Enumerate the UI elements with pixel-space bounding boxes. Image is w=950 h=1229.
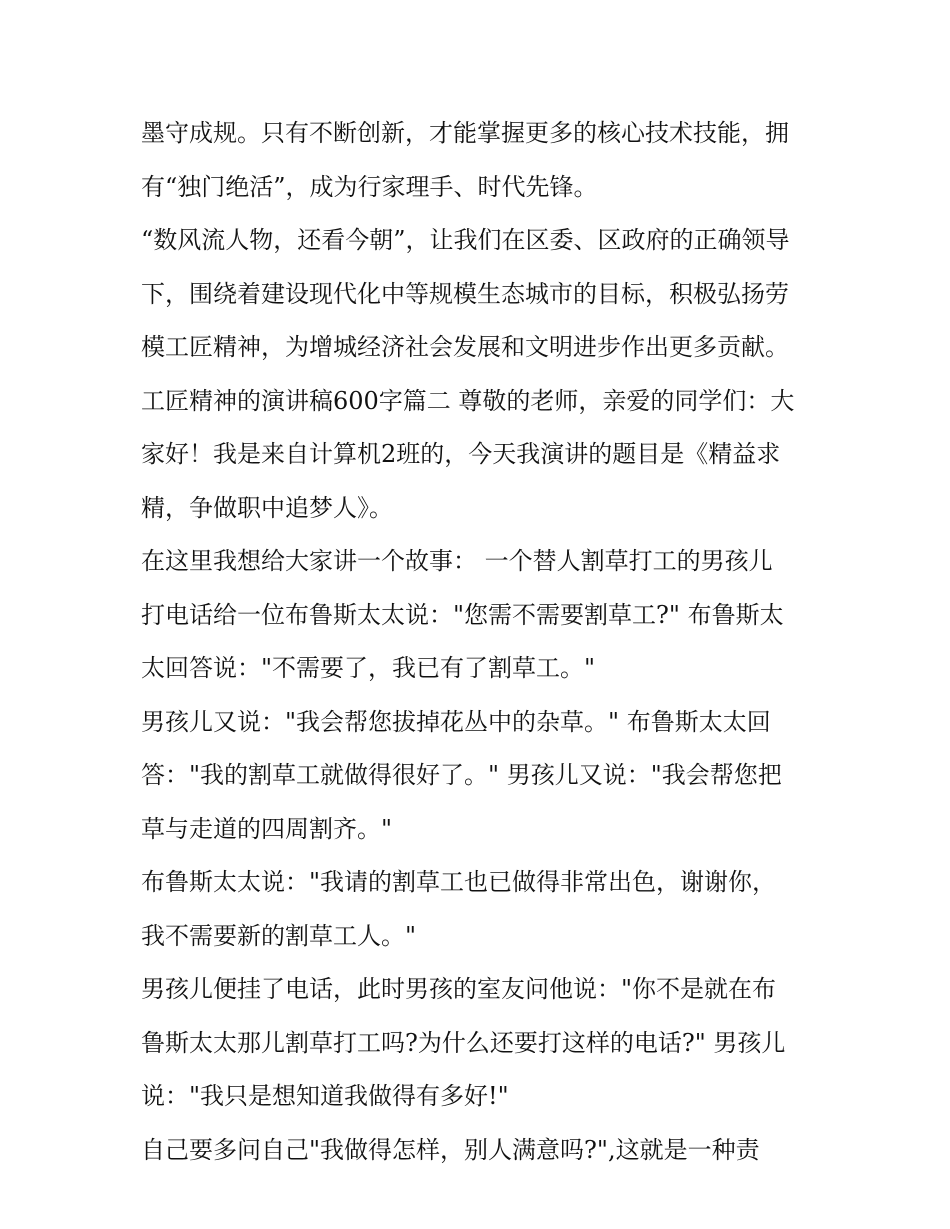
text-line: 男孩儿便挂了电话，此时男孩的室友问他说："你不是就在布: [141, 975, 777, 1003]
text-line: 鲁斯太太那儿割草打工吗?为什么还要打这样的电话?" 男孩儿: [141, 1028, 786, 1057]
text-line: 草与走道的四周割齐。": [141, 814, 393, 843]
text-line: 自己要多问自己"我做得怎样，别人满意吗?",这就是一种责: [141, 1135, 760, 1164]
text-line: 模工匠精神，为增城经济社会发展和文明进步作出更多贡献。: [141, 333, 789, 361]
text-line: 布鲁斯太太说："我请的割草工也已做得非常出色，谢谢你，: [141, 868, 777, 896]
text-line: 墨守成规。只有不断创新，才能掌握更多的核心技术技能，拥: [141, 119, 789, 147]
text-line: 下，围绕着建设现代化中等规模生态城市的目标，积极弘扬劳: [141, 279, 789, 308]
text-line: 精，争做职中追梦人》。: [141, 493, 393, 522]
text-line: 有“独门绝活”，成为行家理手、时代先锋。: [141, 172, 598, 201]
text-line: 答："我的割草工就做得很好了。" 男孩儿又说："我会帮您把: [141, 761, 782, 789]
text-line: 太回答说："不需要了，我已有了割草工。": [141, 654, 596, 682]
text-line: 在这里我想给大家讲一个故事： 一个替人割草打工的男孩儿: [141, 547, 773, 575]
text-line: “数风流人物，还看今朝”，让我们在区委、区政府的正确领导: [141, 226, 790, 254]
text-line: 家好！我是来自计算机2班的，今天我演讲的题目是《精益求: [141, 440, 781, 468]
text-line: 打电话给一位布鲁斯太太说："您需不需要割草工?" 布鲁斯太: [141, 600, 784, 629]
document-body: [141, 107, 821, 1177]
text-line: 我不需要新的割草工人。": [141, 921, 417, 950]
text-line: 工匠精神的演讲稿600字篇二 尊敬的老师，亲爱的同学们：大: [141, 386, 795, 415]
text-line: 男孩儿又说："我会帮您拔掉花丛中的杂草。" 布鲁斯太太回: [141, 707, 771, 736]
text-line: 说："我只是想知道我做得有多好!": [141, 1082, 509, 1110]
